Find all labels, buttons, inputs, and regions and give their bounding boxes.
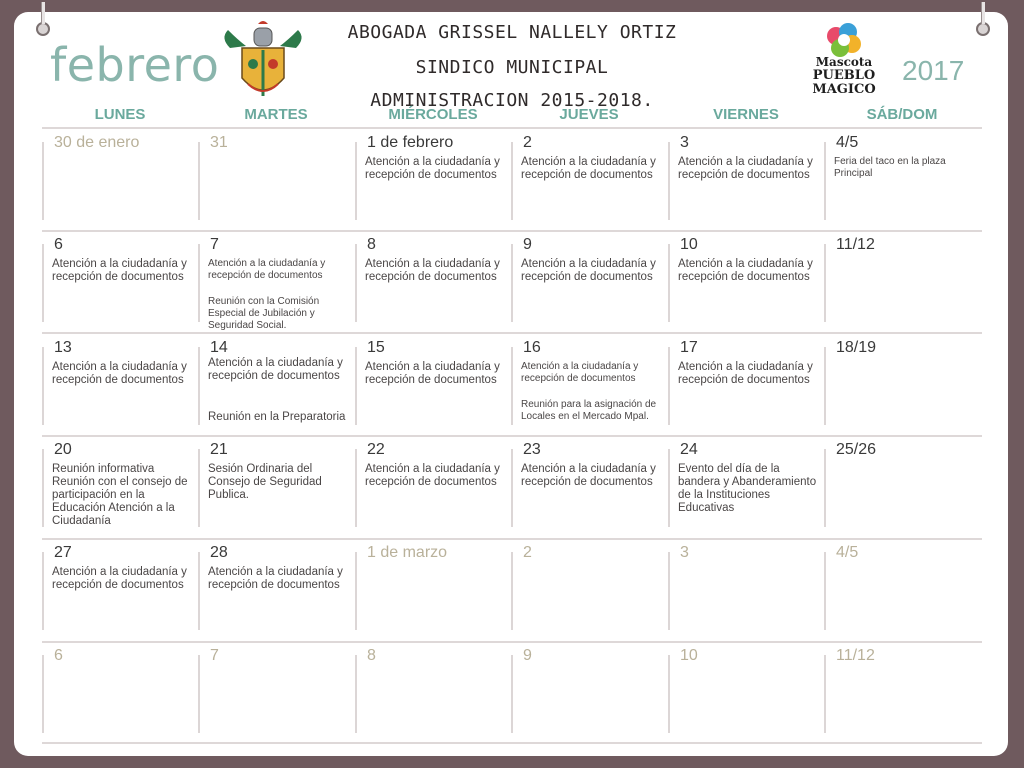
cell-divider (824, 347, 826, 425)
event-text: Evento del día de la bandera y Abanderamiento de la Instituciones Educativas (678, 463, 817, 514)
event-text: Atención a la ciudadanía y recepción de documentos (208, 258, 326, 281)
calendar-day-cell[interactable] (668, 132, 824, 220)
event-text: Atención a la ciudadanía y recepción de documentos (521, 258, 656, 283)
calendar-day-cell[interactable] (42, 645, 198, 733)
event-text: Atención a la ciudadanía y recepción de documentos (521, 361, 639, 384)
event-text: Atención a la ciudadanía y recepción de documentos (365, 258, 500, 283)
day-number: 17 (680, 339, 698, 356)
cell-divider (42, 655, 44, 733)
calendar-day-cell[interactable] (355, 234, 511, 322)
cell-divider (355, 655, 357, 733)
day-number: 4/5 (836, 544, 859, 561)
cell-divider (511, 244, 513, 322)
calendar-day-cell[interactable] (355, 132, 511, 220)
event-text-secondary: Reunión en la Preparatoria (208, 411, 346, 423)
day-header: MIÉRCOLES (388, 106, 478, 123)
calendar-day-cell[interactable] (668, 337, 824, 425)
month-title: febrero (50, 38, 220, 92)
calendar-day-cell[interactable] (668, 439, 824, 527)
calendar-day-cell[interactable] (824, 234, 980, 322)
cell-divider (668, 142, 670, 220)
day-number: 1 de febrero (367, 134, 454, 151)
cell-divider (668, 449, 670, 527)
event-text-secondary: Reunión para la asignación de Locales en el Mercado Mpal. (521, 399, 657, 422)
day-number: 23 (523, 441, 541, 458)
cell-divider (198, 347, 200, 425)
calendar-day-cell[interactable] (824, 132, 980, 220)
day-header: SÁB/DOM (866, 106, 938, 123)
day-header: JUEVES (559, 106, 619, 123)
day-header: MARTES (244, 106, 308, 123)
event-text: Atención a la ciudadanía y recepción de documentos (678, 361, 813, 386)
calendar-day-cell[interactable] (355, 337, 511, 425)
calendar-day-cell[interactable] (198, 439, 354, 527)
event-text: Atención a la ciudadanía y recepción de documentos (208, 357, 343, 382)
day-number: 4/5 (836, 134, 859, 151)
cell-divider (824, 655, 826, 733)
day-number: 3 (680, 134, 689, 151)
day-number: 21 (210, 441, 228, 458)
calendar-day-cell[interactable] (355, 542, 511, 630)
day-number: 28 (210, 544, 228, 561)
day-number: 10 (680, 236, 698, 253)
event-text: Atención a la ciudadanía y recepción de documentos (365, 463, 500, 488)
day-number: 16 (523, 339, 541, 356)
cell-divider (824, 552, 826, 630)
day-number: 11/12 (836, 647, 875, 664)
calendar-day-cell[interactable] (824, 645, 980, 733)
day-number: 1 de marzo (367, 544, 448, 561)
cell-divider (668, 347, 670, 425)
calendar-day-cell[interactable] (355, 645, 511, 733)
event-text: Atención a la ciudadanía y recepción de documentos (52, 361, 187, 386)
calendar-day-cell[interactable] (42, 542, 198, 630)
cell-divider (511, 552, 513, 630)
row-divider (42, 127, 982, 129)
day-header: LUNES (94, 106, 146, 123)
logo-text-1: Mascota (815, 55, 873, 69)
day-number: 13 (54, 339, 72, 356)
calendar-day-cell[interactable] (42, 234, 198, 322)
day-number: 24 (680, 441, 698, 458)
pueblo-magico-logo-icon (808, 20, 880, 60)
day-number: 8 (367, 236, 376, 253)
cell-divider (198, 552, 200, 630)
day-number: 9 (523, 236, 532, 253)
calendar-day-cell[interactable] (824, 542, 980, 630)
cell-divider (42, 244, 44, 322)
cell-divider (355, 552, 357, 630)
day-number: 2 (523, 544, 532, 561)
cell-divider (511, 347, 513, 425)
day-number: 7 (210, 236, 219, 253)
cell-divider (824, 244, 826, 322)
cell-divider (511, 449, 513, 527)
cell-divider (824, 449, 826, 527)
calendar-day-cell[interactable] (511, 337, 667, 425)
event-text: Atención a la ciudadanía y recepción de documentos (365, 361, 500, 386)
event-text: Reunión informativa Reunión con el consejo de participación en la Educación Atención a la Ciudadanía (52, 463, 188, 527)
day-number: 8 (367, 647, 376, 664)
event-text: Atención a la ciudadanía y recepción de documentos (678, 156, 813, 181)
header-administration: ADMINISTRACION 2015-2018. (370, 90, 654, 111)
cell-divider (355, 244, 357, 322)
calendar-day-cell[interactable] (824, 439, 980, 527)
event-text: Atención a la ciudadanía y recepción de documentos (678, 258, 813, 283)
day-number: 2 (523, 134, 532, 151)
cell-divider (824, 142, 826, 220)
event-text-secondary: Reunión con la Comisión Especial de Jubilación y Seguridad Social. (208, 296, 320, 331)
event-text: Atención a la ciudadanía y recepción de documentos (52, 566, 187, 591)
cell-divider (198, 655, 200, 733)
event-text: Feria del taco en la plaza Principal (834, 156, 946, 179)
calendar-day-cell[interactable] (668, 645, 824, 733)
cell-divider (668, 244, 670, 322)
day-number: 14 (210, 339, 228, 356)
cell-divider (668, 552, 670, 630)
calendar-day-cell[interactable] (511, 542, 667, 630)
day-number: 6 (54, 236, 63, 253)
calendar-day-cell[interactable] (511, 234, 667, 322)
row-divider (42, 230, 982, 232)
calendar-day-cell[interactable] (198, 645, 354, 733)
calendar-day-cell[interactable] (42, 132, 198, 220)
calendar-day-cell[interactable] (824, 337, 980, 425)
day-number: 10 (680, 647, 698, 664)
calendar-day-cell[interactable] (355, 439, 511, 527)
cell-divider (355, 347, 357, 425)
calendar-day-cell[interactable] (511, 645, 667, 733)
cell-divider (198, 244, 200, 322)
calendar-day-cell[interactable] (198, 132, 354, 220)
logo-text-2: PUEBLO (812, 68, 876, 83)
day-number: 20 (54, 441, 72, 458)
row-divider (42, 742, 982, 744)
calendar-day-cell[interactable] (42, 439, 198, 527)
day-number: 11/12 (836, 236, 875, 253)
calendar-day-cell[interactable] (511, 132, 667, 220)
day-number: 22 (367, 441, 385, 458)
day-number: 6 (54, 647, 63, 664)
cell-divider (355, 142, 357, 220)
row-divider (42, 538, 982, 540)
event-text: Atención a la ciudadanía y recepción de documentos (52, 258, 187, 283)
event-text: Atención a la ciudadanía y recepción de documentos (208, 566, 343, 591)
day-number: 30 de enero (54, 134, 140, 151)
event-text: Atención a la ciudadanía y recepción de documentos (521, 156, 656, 181)
cell-divider (42, 552, 44, 630)
day-number: 15 (367, 339, 385, 356)
day-header: VIERNES (713, 106, 779, 123)
calendar-day-cell[interactable] (42, 337, 198, 425)
row-divider (42, 641, 982, 643)
event-text: Atención a la ciudadanía y recepción de documentos (521, 463, 656, 488)
cell-divider (198, 449, 200, 527)
cell-divider (668, 655, 670, 733)
header-name: ABOGADA GRISSEL NALLELY ORTIZ (347, 22, 677, 43)
cell-divider (198, 142, 200, 220)
event-text: Atención a la ciudadanía y recepción de documentos (365, 156, 500, 181)
row-divider (42, 435, 982, 437)
calendar-day-cell[interactable] (198, 234, 354, 331)
cell-divider (511, 655, 513, 733)
cell-divider (511, 142, 513, 220)
row-divider (42, 332, 982, 334)
day-number: 9 (523, 647, 532, 664)
event-text: Sesión Ordinaria del Consejo de Seguridad Publica. (208, 463, 322, 501)
header-position: SINDICO MUNICIPAL (415, 57, 609, 78)
cell-divider (355, 449, 357, 527)
calendar-day-cell[interactable] (198, 337, 354, 425)
year-title: 2017 (902, 55, 965, 86)
cell-divider (42, 449, 44, 527)
logo-text-3: MAGICO (812, 82, 876, 97)
day-number: 3 (680, 544, 689, 561)
calendar-day-cell[interactable] (668, 542, 824, 630)
day-number: 25/26 (836, 441, 877, 458)
cell-divider (42, 142, 44, 220)
day-number: 7 (210, 647, 219, 664)
cell-divider (42, 347, 44, 425)
calendar-day-cell[interactable] (198, 542, 354, 630)
day-number: 31 (210, 134, 228, 151)
calendar-day-cell[interactable] (511, 439, 667, 527)
day-number: 18/19 (836, 339, 877, 356)
day-number: 27 (54, 544, 72, 561)
calendar-day-cell[interactable] (668, 234, 824, 322)
